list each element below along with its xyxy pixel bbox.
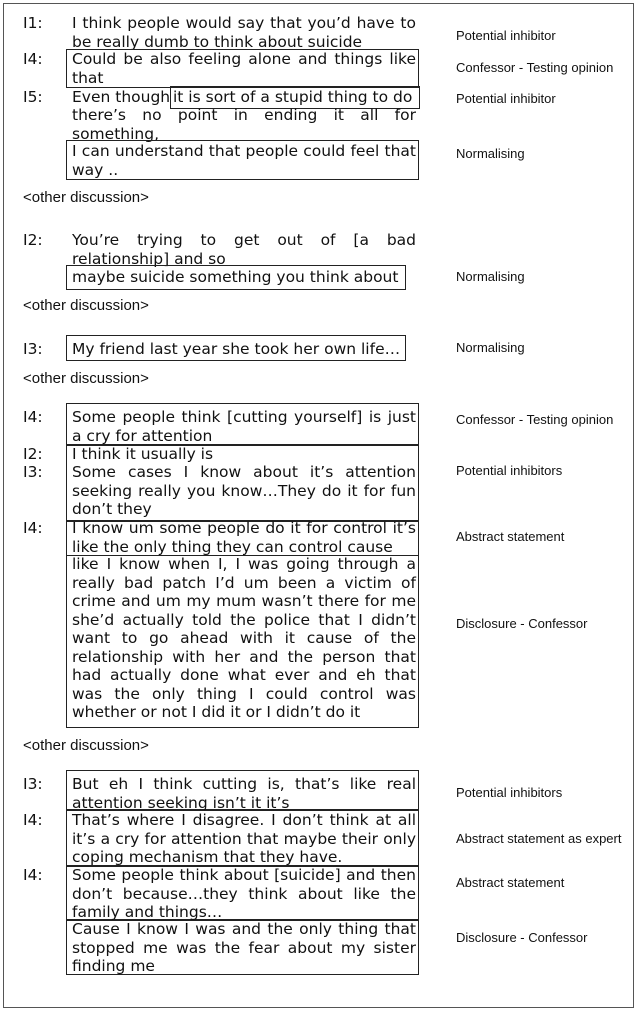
utterance-text: Some people think [cutting yourself] is just a cry for attention: [72, 408, 416, 445]
utterance-text-highlighted: it is sort of a stupid thing to do: [173, 88, 413, 106]
code-label: Disclosure - Confessor: [456, 930, 588, 945]
speaker-label: I5:: [23, 88, 43, 106]
code-label: Potential inhibitors: [456, 463, 563, 478]
code-label: Potential inhibitors: [456, 785, 563, 800]
speaker-label: I1:: [23, 14, 43, 32]
speaker-label: I4:: [23, 519, 43, 537]
other-discussion-marker: <other discussion>: [23, 189, 149, 206]
speaker-label: I3:: [23, 463, 43, 481]
utterance-text: That’s where I disagree. I don’t think at all it’s a cry for attention that maybe their only coping mechanism that they have.: [72, 811, 416, 866]
utterance-text-highlighted: maybe suicide something you think about: [72, 268, 399, 286]
other-discussion-marker: <other discussion>: [23, 737, 149, 754]
utterance-text: I think it usually is: [72, 445, 214, 463]
utterance-text: I think people would say that you’d have to be really dumb to think about suicide: [72, 14, 416, 51]
speaker-label: I4:: [23, 811, 43, 829]
other-discussion-marker: <other discussion>: [23, 370, 149, 387]
speaker-label: I3:: [23, 340, 43, 358]
speaker-label: I4:: [23, 866, 43, 884]
utterance-text: there’s no point in ending it all for something,: [72, 106, 416, 143]
utterance-text: You’re trying to get out of [a bad relationship] and so: [72, 231, 416, 268]
code-label: Normalising: [456, 146, 525, 161]
code-label: Confessor - Testing opinion: [456, 60, 614, 75]
code-label: Confessor - Testing opinion: [456, 412, 614, 427]
utterance-text-highlighted: My friend last year she took her own life…: [72, 340, 401, 358]
code-label: Potential inhibitor: [456, 91, 556, 106]
code-label: Normalising: [456, 269, 525, 284]
speaker-label: I2:: [23, 231, 43, 249]
code-label: Disclosure - Confessor: [456, 616, 588, 631]
utterance-text: Could be also feeling alone and things like that: [72, 50, 416, 87]
speaker-label: I4:: [23, 50, 43, 68]
utterance-text: Some people think about [suicide] and then don’t because…they think about like the family and things…: [72, 866, 416, 921]
utterance-text: Even though: [72, 88, 171, 106]
code-label: Normalising: [456, 340, 525, 355]
utterance-text: Some cases I know about it’s attention seeking really you know…They do it for fun don’t they: [72, 463, 416, 518]
utterance-text: But eh I think cutting is, that’s like real attention seeking isn’t it it’s: [72, 775, 416, 812]
code-label: Potential inhibitor: [456, 28, 556, 43]
code-label: Abstract statement: [456, 529, 565, 544]
other-discussion-marker: <other discussion>: [23, 297, 149, 314]
code-label: Abstract statement: [456, 875, 565, 890]
utterance-text: I know um some people do it for control it’s like the only thing they can control cause: [72, 519, 416, 556]
utterance-text: I can understand that people could feel that way ..: [72, 142, 416, 179]
code-label: Abstract statement as expert: [456, 831, 622, 846]
utterance-text: like I know when I, I was going through a really bad patch I’d um been a victim of crime and um my mum wasn’t there for me she’d actually told the police that I didn’t want to go ahead with it cause of the relationship with her and the person that had actually done what ever and eh that was the only thing I could control was whether or not I did it or I didn’t do it: [72, 555, 416, 721]
speaker-label: I4:: [23, 408, 43, 426]
speaker-label: I2:: [23, 445, 43, 463]
speaker-label: I3:: [23, 775, 43, 793]
utterance-text: Cause I know I was and the only thing that stopped me was the fear about my sister finding me: [72, 920, 416, 975]
